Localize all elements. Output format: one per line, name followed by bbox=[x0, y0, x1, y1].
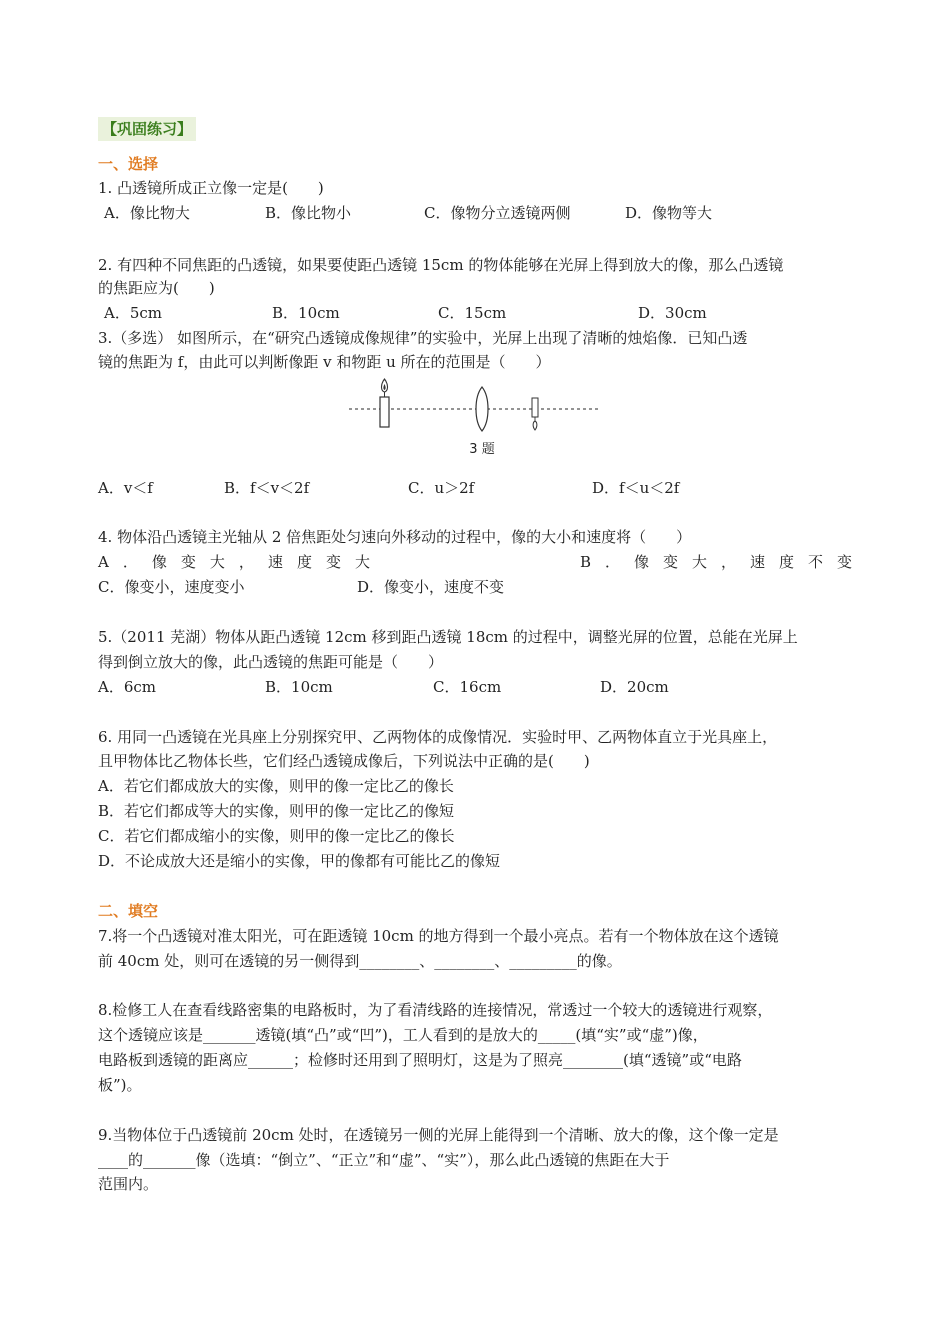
q5-stem-line1: 5.（2011 芜湖）物体从距凸透镜 12cm 移到距凸透镜 18cm 的过程中，调整光屏的位置，总能在光屏上 bbox=[98, 628, 798, 646]
inverted-candle-image-icon bbox=[532, 398, 538, 430]
figure-caption: 3 题 bbox=[469, 442, 495, 457]
section-title: 【巩固练习】 bbox=[98, 117, 196, 141]
q5-option-b: B．10cm bbox=[265, 678, 333, 696]
q9-line2: ____的_______像（选填：“倒立”、“正立”和“虚”、“实”），那么此凸透镜的焦距在大于 bbox=[98, 1151, 670, 1169]
q9-line3: 范围内。 bbox=[98, 1175, 159, 1193]
q2-option-b: B．10cm bbox=[272, 304, 340, 322]
candle-icon bbox=[380, 379, 389, 427]
q8-line3: 电路板到透镜的距离应______；检修时还用到了照明灯，这是为了照亮________(填“透镜”或“电路 bbox=[98, 1051, 742, 1069]
q4-option-a: A．像变大，速度变大 bbox=[98, 553, 370, 571]
q2-option-a: A．5cm bbox=[104, 304, 163, 322]
q2-stem-line1: 2. 有四种不同焦距的凸透镜，如果要使距凸透镜 15cm 的物体能够在光屏上得到放大的像，那么凸透镜 bbox=[98, 256, 784, 274]
q6-option-d: D．不论成放大还是缩小的实像，甲的像都有可能比乙的像短 bbox=[98, 852, 501, 870]
q2-option-c: C．15cm bbox=[438, 304, 507, 322]
q9-line1: 9.当物体位于凸透镜前 20cm 处时，在透镜另一侧的光屏上能得到一个清晰、放大的像，这个像一定是 bbox=[98, 1126, 779, 1144]
q3-stem-line1: 3.（多选） 如图所示，在“研究凸透镜成像规律”的实验中，光屏上出现了清晰的烛焰像．已知凸透 bbox=[98, 329, 748, 347]
q3-option-a: A．v＜f bbox=[98, 479, 153, 497]
q6-option-a: A．若它们都成放大的实像，则甲的像一定比乙的像长 bbox=[98, 777, 454, 795]
q5-stem-line2: 得到倒立放大的像，此凸透镜的焦距可能是（ ） bbox=[98, 653, 444, 671]
q7-line2: 前 40cm 处，则可在透镜的另一侧得到________、________、_________的像。 bbox=[98, 952, 622, 970]
q1-option-c: C．像物分立透镜两侧 bbox=[424, 204, 571, 222]
section-heading-choice: 一、选择 bbox=[98, 155, 159, 173]
q4-stem: 4. 物体沿凸透镜主光轴从 2 倍焦距处匀速向外移动的过程中，像的大小和速度将（ ） bbox=[98, 528, 692, 546]
q6-option-c: C．若它们都成缩小的实像，则甲的像一定比乙的像长 bbox=[98, 827, 455, 845]
q2-stem-line2: 的焦距应为( ) bbox=[98, 279, 215, 297]
q8-line2: 这个透镜应该是_______透镜(填“凸”或“凹”)，工人看到的是放大的_____(填“实”或“虚”)像， bbox=[98, 1026, 708, 1044]
q1-option-a: A．像比物大 bbox=[104, 204, 190, 222]
q6-stem-line2: 且甲物体比乙物体长些，它们经凸透镜成像后，下列说法中正确的是( ) bbox=[98, 752, 590, 770]
q6-option-b: B．若它们都成等大的实像，则甲的像一定比乙的像短 bbox=[98, 802, 455, 820]
q7-line1: 7.将一个凸透镜对准太阳光，可在距透镜 10cm 的地方得到一个最小亮点。若有一个物体放在这个透镜 bbox=[98, 927, 779, 945]
q1-option-d: D．像物等大 bbox=[625, 204, 713, 222]
q1-stem: 1. 凸透镜所成正立像一定是( ) bbox=[98, 179, 324, 197]
q8-line1: 8.检修工人在查看线路密集的电路板时，为了看清线路的连接情况，常透过一个较大的透镜进行观察， bbox=[98, 1001, 773, 1019]
q1-option-b: B．像比物小 bbox=[265, 204, 352, 222]
q4-option-b: B．像变大，速度不变 bbox=[580, 553, 852, 571]
q3-option-d: D．f＜u＜2f bbox=[592, 479, 680, 497]
optical-bench-figure bbox=[345, 377, 605, 459]
section-heading-fill: 二、填空 bbox=[98, 902, 159, 920]
q4-option-c: C．像变小，速度变小 bbox=[98, 578, 245, 596]
q8-line4: 板”)。 bbox=[98, 1076, 142, 1094]
q2-option-d: D．30cm bbox=[638, 304, 707, 322]
q3-option-b: B．f＜v＜2f bbox=[224, 479, 310, 497]
q4-option-d: D．像变小，速度不变 bbox=[357, 578, 505, 596]
q3-stem-line2: 镜的焦距为 f，由此可以判断像距 v 和物距 u 所在的范围是（ ） bbox=[98, 353, 551, 371]
q5-option-c: C．16cm bbox=[433, 678, 502, 696]
convex-lens-icon bbox=[476, 387, 488, 431]
q3-option-c: C．u＞2f bbox=[408, 479, 475, 497]
q6-stem-line1: 6. 用同一凸透镜在光具座上分别探究甲、乙两物体的成像情况．实验时甲、乙两物体直立于光具座上， bbox=[98, 728, 778, 746]
q5-option-a: A．6cm bbox=[98, 678, 157, 696]
q5-option-d: D．20cm bbox=[600, 678, 669, 696]
